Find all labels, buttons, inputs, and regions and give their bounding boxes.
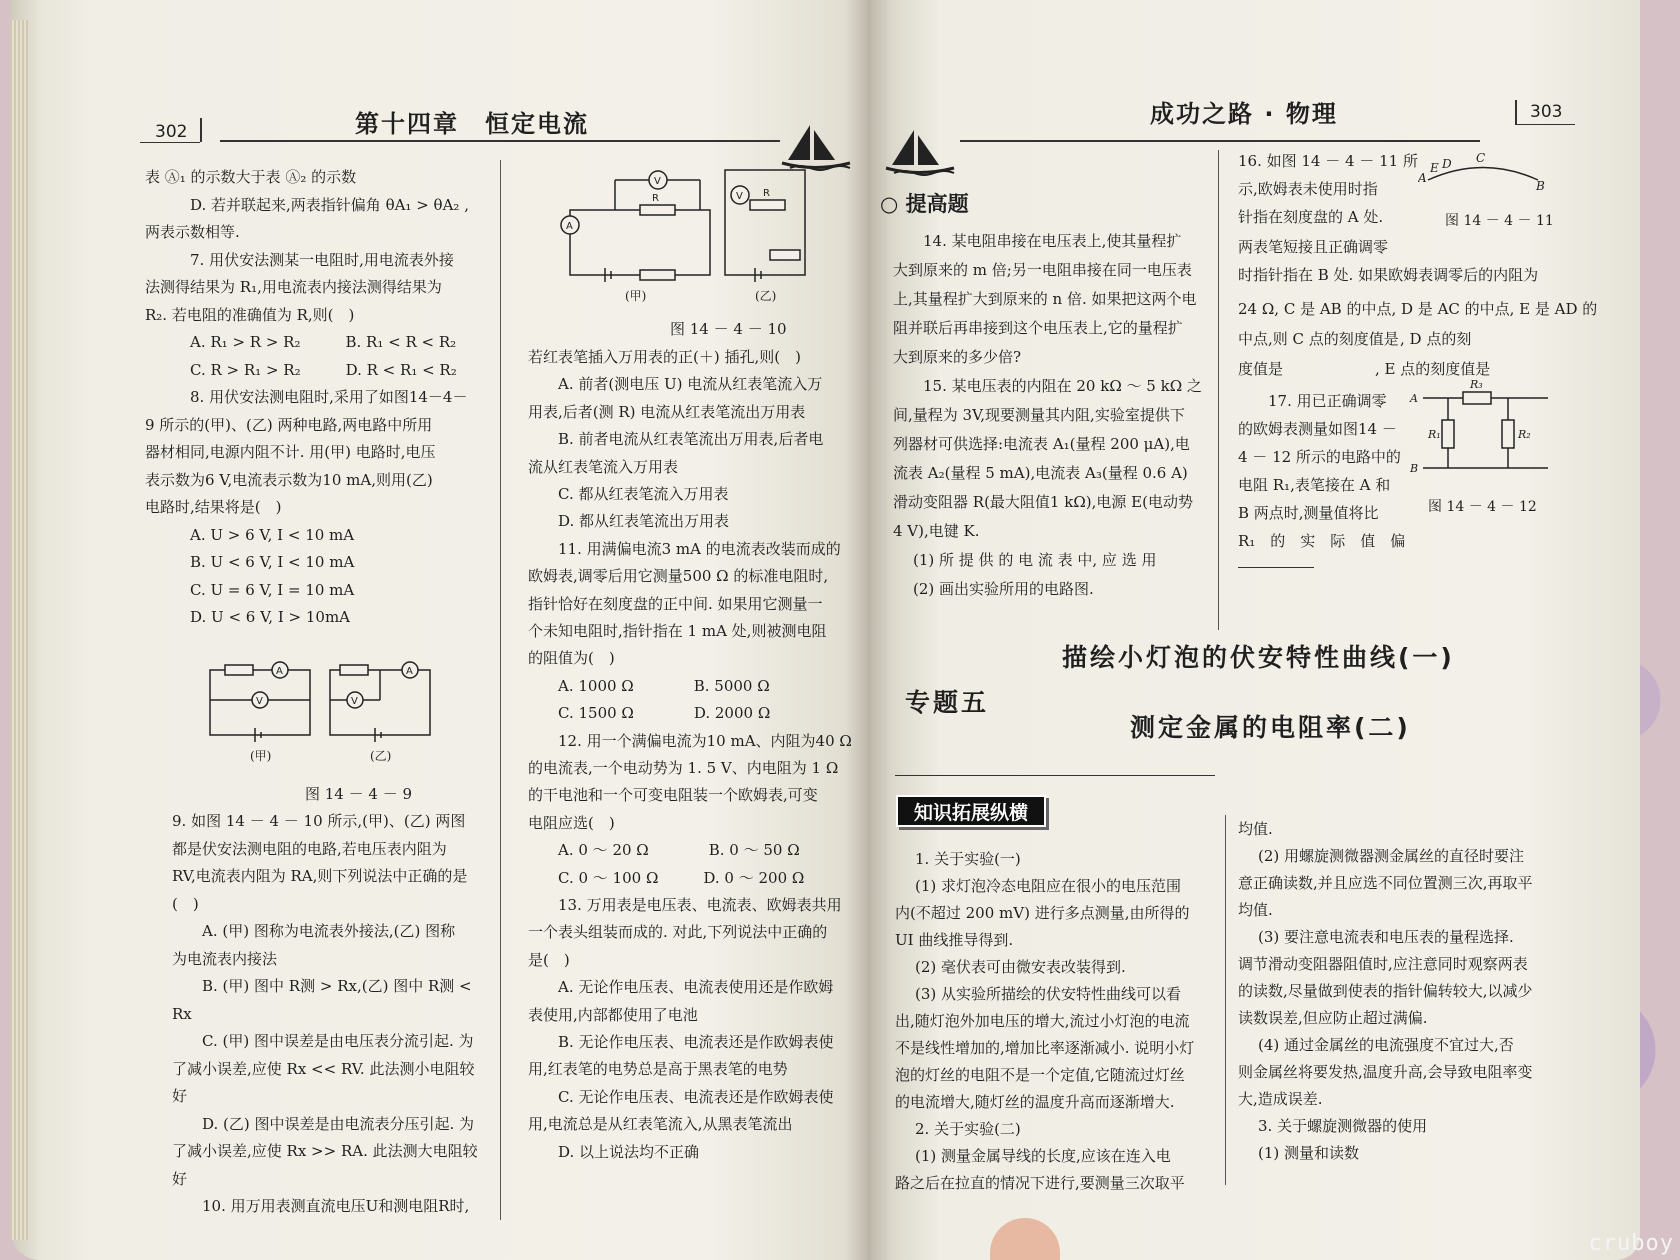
fig11-label-e: E <box>1430 161 1439 175</box>
figure-14-4-11 <box>1418 150 1548 210</box>
fig12-label-r2: R₂ <box>1518 428 1531 441</box>
text-line: 阻并联后再串接到这个电压表上,它的量程扩 <box>893 319 1183 337</box>
text-line: 上,其量程扩大到原来的 n 倍. 如果把这两个电 <box>893 290 1197 308</box>
text-line: 示,欧姆表未使用时指 <box>1238 180 1378 198</box>
text-line: A. U > 6 V, I < 10 mA <box>190 525 355 544</box>
text-line: A. 无论作电压表、电流表使用还是作欧姆 <box>558 978 834 997</box>
knowledge-banner: 知识拓展纵横 <box>896 795 1046 827</box>
chapter-title: 第十四章 恒定电流 <box>355 110 589 138</box>
answer-blank-17 <box>1238 567 1314 568</box>
text-line: 出,随灯泡外加电压的增大,流过小灯泡的电流 <box>895 1012 1190 1030</box>
text-line: 流从红表笔流入万用表 <box>528 457 679 476</box>
text-line: 的电流表,一个电动势为 1. 5 V、内电阻为 1 Ω <box>528 759 839 777</box>
text-line: 4 V),电键 K. <box>893 522 980 540</box>
figure-14-4-9 <box>205 660 455 770</box>
text-line: C. 0 ～ 100 Ω D. 0 ～ 200 Ω <box>558 868 805 887</box>
text-line: 一个表头组装而成的. 对此,下列说法中正确的 <box>528 923 828 942</box>
text-line: A. 1000 Ω B. 5000 Ω <box>558 676 770 695</box>
text-line: 3. 关于螺旋测微器的使用 <box>1258 1117 1428 1135</box>
text-line: 表示数为6 V,电流表示数为10 mA,则用(乙) <box>145 470 433 489</box>
text-line: 好 <box>172 1169 188 1188</box>
svg-text:V: V <box>351 696 358 707</box>
text-line: 电阻 R₁,表笔接在 A 和 <box>1238 476 1391 494</box>
text-line: 2. 关于实验(二) <box>915 1120 1021 1138</box>
svg-text:V: V <box>256 696 263 707</box>
fig12-label-a: A <box>1410 392 1418 405</box>
text-line: D. 都从红表笔流出万用表 <box>558 512 730 531</box>
fig12-caption: 图 14 － 4 － 12 <box>1428 499 1537 515</box>
text-line: 若红表笔插入万用表的正(＋) 插孔,则( ) <box>528 348 801 366</box>
fig11-caption: 图 14 － 4 － 11 <box>1445 213 1554 229</box>
topic-label: 专题五 <box>905 688 990 717</box>
text-line: A. 前者(测电压 U) 电流从红表笔流入万 <box>558 375 823 394</box>
text-line: ( ) <box>172 894 199 913</box>
text-line: (1) 所 提 供 的 电 流 表 中, 应 选 用 <box>913 551 1157 569</box>
text-line: B 两点时,测量值将比 <box>1238 504 1379 522</box>
sailboat-icon <box>884 125 959 180</box>
text-line: 用,红表笔的电势总是高于黑表笔的电势 <box>528 1060 788 1079</box>
text-line: D. 以上说法均不正确 <box>558 1142 700 1161</box>
svg-text:R: R <box>652 193 659 204</box>
text-line: 的欧姆表测量如图14 － <box>1238 420 1397 438</box>
fig10-label-yi: (乙) <box>755 289 777 303</box>
text-line: A. R₁ > R > R₂ B. R₁ < R < R₂ <box>190 333 457 351</box>
topic-title-1: 描绘小灯泡的伏安特性曲线(一) <box>1062 643 1455 672</box>
text-line: 的干电池和一个可变电阻装一个欧姆表,可变 <box>528 786 818 805</box>
column-divider <box>1218 150 1219 630</box>
page-number-right: 303 <box>1530 102 1563 122</box>
fig11-label-d: D <box>1442 157 1452 171</box>
text-line: B. 前者电流从红表笔流出万用表,后者电 <box>558 430 824 449</box>
fig11-label-b: B <box>1536 179 1545 193</box>
figure-14-4-10 <box>550 165 820 305</box>
text-line: (2) 画出实验所用的电路图. <box>913 580 1094 598</box>
text-line: A. 0 ～ 20 Ω B. 0 ～ 50 Ω <box>558 841 800 860</box>
text-line: 1. 关于实验(一) <box>915 850 1021 868</box>
fig12-label-r3: R₃ <box>1470 378 1483 391</box>
text-line: 法测得结果为 R₁,用电流表内接法测得结果为 <box>145 278 442 296</box>
text-line: 用表,后者(测 R) 电流从红表笔流出万用表 <box>528 402 806 421</box>
watermark: cruboy <box>1588 1231 1674 1256</box>
text-line: 两表示数相等. <box>145 223 240 241</box>
text-line: (2) 毫伏表可由微安表改装得到. <box>915 958 1126 976</box>
text-line: 好 <box>172 1087 188 1105</box>
text-line: (3) 要注意电流表和电压表的量程选择. <box>1258 928 1514 946</box>
text-line: 12. 用一个满偏电流为10 mA、内阻为40 Ω <box>558 731 852 750</box>
text-line: 表使用,内部都使用了电池 <box>528 1005 698 1024</box>
text-line: 欧姆表,调零后用它测量500 Ω 的标准电阻时, <box>528 567 829 586</box>
text-line: C. 都从红表笔流入万用表 <box>558 485 729 503</box>
fig9-caption: 图 14 － 4 － 9 <box>305 785 413 803</box>
text-line: RV,电流表内阻为 RA,则下列说法中正确的是 <box>172 867 468 885</box>
text-line: 时指针指在 B 处. 如果欧姆表调零后的内阻为 <box>1238 266 1539 284</box>
text-line: 则金属丝将要发热,温度升高,会导致电阻率变 <box>1238 1063 1533 1081</box>
text-line: 的读数,尽量做到使表的指针偏转较大,以减少 <box>1238 982 1533 1000</box>
section-heading: ○ 提高题 <box>880 192 969 216</box>
text-line: 15. 某电压表的内阻在 20 kΩ ～ 5 kΩ 之 <box>923 377 1202 395</box>
text-line: 大到原来的多少倍? <box>893 348 1022 366</box>
text-line: , E 点的刻度值是 <box>1375 360 1491 378</box>
text-line: 中点,则 C 点的刻度值是 <box>1238 330 1399 348</box>
text-line: 个未知电阻时,指针指在 1 mA 处,则被测电阻 <box>528 622 827 640</box>
text-line: D. U < 6 V, I > 10mA <box>190 608 351 626</box>
fig12-label-r1: R₁ <box>1428 428 1441 441</box>
text-line: UI 曲线推导得到. <box>895 931 1014 949</box>
text-line: C. 1500 Ω D. 2000 Ω <box>558 704 771 723</box>
text-line: (1) 求灯泡冷态电阻应在很小的电压范围 <box>915 877 1182 895</box>
svg-text:A: A <box>276 666 283 677</box>
text-line: 4 － 12 所示的电路中的 <box>1238 448 1401 466</box>
text-line: 两表笔短接且正确调零 <box>1238 238 1389 256</box>
text-line: Rx <box>172 1004 192 1023</box>
text-line: 流表 A₂(量程 5 mA),电流表 A₃(量程 0.6 A) <box>893 464 1188 482</box>
text-line: 电路时,结果将是( ) <box>145 498 282 516</box>
svg-text:V: V <box>736 191 743 202</box>
svg-text:R: R <box>763 188 770 199</box>
section-heading-text: 提高题 <box>905 192 969 216</box>
figure-14-4-12 <box>1408 378 1558 478</box>
text-line: D. 若并联起来,两表指针偏角 θA₁ > θA₂ , <box>190 195 469 214</box>
text-line: 度值是 <box>1238 360 1284 378</box>
text-line: 均值. <box>1238 820 1273 838</box>
text-line: 9 所示的(甲)、(乙) 两种电路,两电路中所用 <box>145 415 433 434</box>
text-line: 大,造成误差. <box>1238 1090 1323 1108</box>
left-page <box>10 0 870 1260</box>
text-line: 器材相同,电源内阻不计. 用(甲) 电路时,电压 <box>145 443 436 461</box>
text-line: 10. 用万用表测直流电压U和测电阻R时, <box>202 1197 470 1215</box>
text-line: C. (甲) 图中误差是由电压表分流引起. 为 <box>202 1032 474 1050</box>
column-divider <box>500 160 501 1220</box>
page-number-left: 302 <box>155 122 188 142</box>
text-line: C. 无论作电压表、电流表还是作欧姆表使 <box>558 1087 834 1106</box>
text-line: 路之后在拉直的情况下进行,要测量三次取平 <box>895 1174 1185 1192</box>
text-line: 11. 用满偏电流3 mA 的电流表改装而成的 <box>558 539 841 558</box>
text-line: 9. 如图 14 － 4 － 10 所示,(甲)、(乙) 两图 <box>172 812 466 830</box>
text-line: (1) 测量和读数 <box>1258 1144 1360 1162</box>
text-line: 大到原来的 m 倍;另一电阻串接在同一电压表 <box>893 261 1192 279</box>
text-line: 用,电流总是从红表笔流入,从黑表笔流出 <box>528 1115 793 1134</box>
text-line: D. (乙) 图中误差是由电流表分压引起. 为 <box>202 1114 475 1133</box>
text-line: 13. 万用表是电压表、电流表、欧姆表共用 <box>558 896 842 914</box>
text-line: (2) 用螺旋测微器测金属丝的直径时要注 <box>1258 847 1525 865</box>
text-line: 内(不超过 200 mV) 进行多点测量,由所得的 <box>895 904 1190 922</box>
series-title: 成功之路 · 物理 <box>1150 100 1338 128</box>
fig11-label-a: A <box>1418 171 1427 185</box>
text-line: 都是伏安法测电阻的电路,若电压表内阻为 <box>172 839 447 858</box>
fig10-caption: 图 14 － 4 － 10 <box>670 320 787 338</box>
topic-title-2: 测定金属的电阻率(二) <box>1130 713 1411 742</box>
text-line: 间,量程为 3V,现要测量其内阻,实验室提供下 <box>893 406 1185 424</box>
text-line: 泡的灯丝的电阻不是一个定值,它随流过灯丝 <box>895 1066 1185 1084</box>
text-line: B. 无论作电压表、电流表还是作欧姆表使 <box>558 1033 834 1051</box>
text-line: 均值. <box>1238 901 1273 919</box>
text-line: (4) 通过金属丝的电流强度不宜过大,否 <box>1258 1036 1514 1054</box>
fig9-label-yi: (乙) <box>370 749 392 763</box>
text-line: 读数误差,但应防止超过满偏. <box>1238 1009 1428 1027</box>
text-line: B. U < 6 V, I < 10 mA <box>190 553 355 571</box>
text-line: 意正确读数,并且应选不同位置测三次,再取平 <box>1238 874 1533 892</box>
text-line: , D 点的刻 <box>1400 330 1472 348</box>
text-line: C. U = 6 V, I = 10 mA <box>190 580 355 599</box>
text-line: C. R > R₁ > R₂ D. R < R₁ < R₂ <box>190 360 457 379</box>
column-divider <box>1225 815 1226 1185</box>
svg-text:V: V <box>654 176 661 187</box>
text-line: 调节滑动变阻器阻值时,应注意同时观察两表 <box>1238 955 1528 973</box>
text-line: 不是线性增加的,增加比率逐渐减小. 说明小灯 <box>895 1039 1195 1057</box>
text-line: (1) 测量金属导线的长度,应该在连入电 <box>915 1147 1171 1165</box>
text-line: (3) 从实验所描绘的伏安特性曲线可以看 <box>915 985 1182 1003</box>
svg-text:A: A <box>406 666 413 677</box>
fig9-label-jia: (甲) <box>250 749 272 763</box>
fig11-label-c: C <box>1476 151 1486 165</box>
text-line: 为电流表内接法 <box>172 949 278 968</box>
text-line: 的阻值为( ) <box>528 649 615 668</box>
text-line: R₁ 的 实 际 值 偏 <box>1238 532 1406 550</box>
text-line: 是( ) <box>528 950 570 969</box>
text-line: 8. 用伏安法测电阻时,采用了如图14－4－ <box>190 388 468 406</box>
text-line: 的电流增大,随灯丝的温度升高而逐渐增大. <box>895 1093 1175 1111</box>
text-line: 24 Ω, C 是 AB 的中点, D 是 AC 的中点, E 是 AD 的 <box>1238 300 1598 318</box>
text-line: 滑动变阻器 R(最大阻值1 kΩ),电源 E(电动势 <box>893 493 1193 511</box>
text-line: 指针恰好在刻度盘的正中间. 如果用它测量一 <box>528 594 823 613</box>
text-line: A. (甲) 图称为电流表外接法,(乙) 图称 <box>202 922 456 940</box>
text-line: 14. 某电阻串接在电压表上,使其量程扩 <box>923 232 1182 250</box>
page-stack-edge <box>10 20 28 1240</box>
text-line: 电阻应选( ) <box>528 813 615 832</box>
fig12-label-b: B <box>1410 462 1419 475</box>
text-line: 针指在刻度盘的 A 处. <box>1238 208 1384 226</box>
text-line: 列器材可供选择:电流表 A₁(量程 200 μA),电 <box>893 435 1190 453</box>
fig10-label-jia: (甲) <box>625 289 647 303</box>
text-line: 了减小误差,应使 Rx << RV. 此法测小电阻较 <box>172 1059 475 1078</box>
text-line: R₂. 若电阻的准确值为 R,则( ) <box>145 305 355 324</box>
text-line: 表 Ⓐ₁ 的示数大于表 Ⓐ₂ 的示数 <box>145 168 357 186</box>
text-line: 了减小误差,应使 Rx >> RA. 此法测大电阻较 <box>172 1142 478 1160</box>
text-line: 17. 用已正确调零 <box>1268 392 1387 410</box>
text-line: B. (甲) 图中 R测 > Rx,(乙) 图中 R测 < <box>202 977 472 995</box>
text-line: 16. 如图 14 － 4 － 11 所 <box>1238 152 1418 170</box>
text-line: 7. 用伏安法测某一电阻时,用电流表外接 <box>190 250 454 269</box>
svg-text:A: A <box>566 221 573 232</box>
